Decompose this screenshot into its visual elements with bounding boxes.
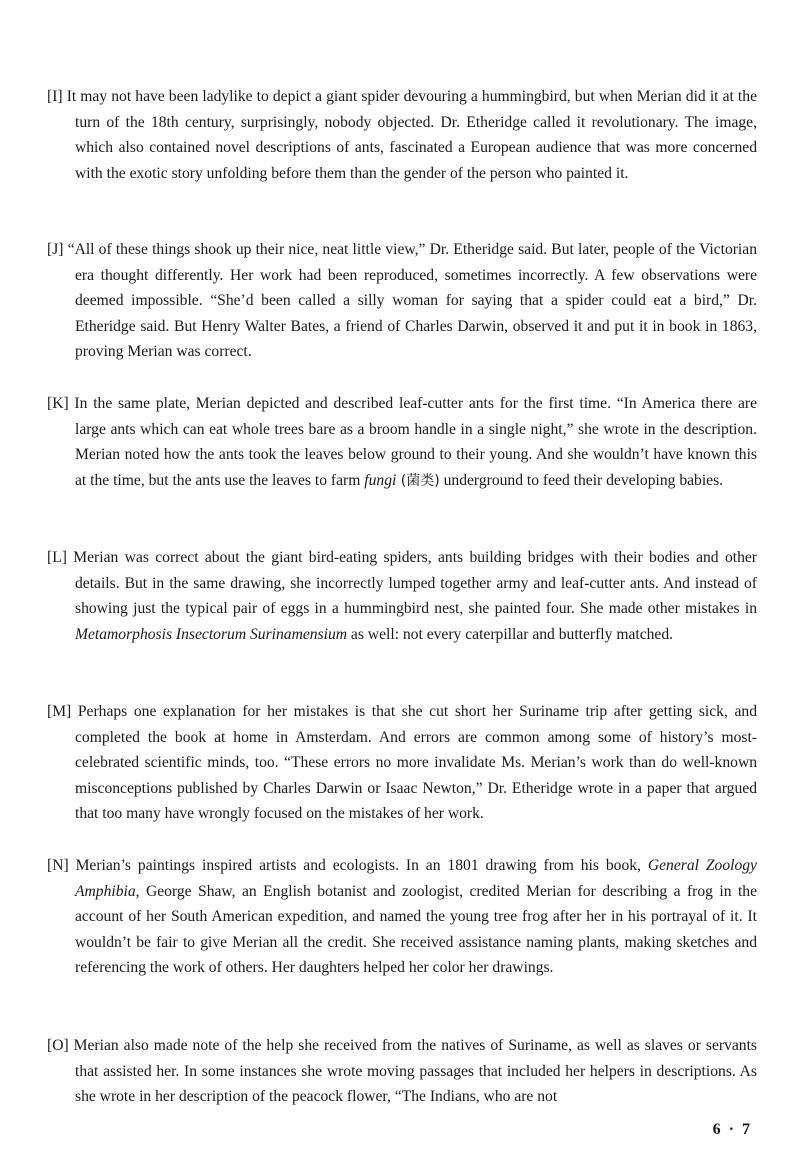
- chinese-gloss: (菌类): [396, 472, 440, 489]
- paragraph-label: [L]: [47, 549, 67, 566]
- paragraph-text: Merian also made note of the help she received from the natives of Suriname, as well as slaves or servants that assisted her. In some instances she wrote moving passages that included her helpers in descriptions. As she wrote in her description of the peacock flower, “The Indians, who are not: [68, 1037, 757, 1106]
- paragraph-j: [47, 237, 757, 365]
- paragraph-label: [N]: [47, 857, 69, 874]
- paragraph-text: “All of these things shook up their nice, neat little view,” Dr. Etheridge said. But later, people of the Victorian era thought differently. Her work had been reproduced, sometimes incorrectly. A few observations were deemed impossible. “She’d been called a silly woman for saying that a spider could eat a bird,” Dr. Etheridge said. But Henry Walter Bates, a friend of Charles Darwin, observed it and put it in book in 1863, proving Merian was correct.: [63, 241, 757, 361]
- page-number: 6 · 7: [712, 1121, 752, 1138]
- paragraph-text-continued: , George Shaw, an English botanist and zoologist, credited Merian for describing a frog in the account of her South American expedition, and named the young tree frog after her in his portrayal of it. It wouldn’t be fair to give Merian all the credit. She received assistance naming plants, making sketches and referencing the work of others. Her daughters helped her color her drawings.: [75, 882, 757, 977]
- paragraph-o: [47, 1033, 757, 1110]
- paragraph-label: [M]: [47, 703, 72, 720]
- paragraph-text: Perhaps one explanation for her mistakes is that she cut short her Suriname trip after getting sick, and completed the book at home in Amsterdam. And errors are common among some of history’s most-celebrated scientific minds, too. “These errors no more invalidate Ms. Merian’s work than do well-known misconceptions published by Charles Darwin or Isaac Newton,” Dr. Etheridge wrote in a paper that argued that too many have wrongly focused on the mistakes of her work.: [71, 703, 757, 823]
- italic-term-fungi: fungi: [364, 471, 397, 489]
- paragraph-text: It may not have been ladylike to depict a giant spider devouring a hummingbird, but when Merian did it at the turn of the 18th century, surprisingly, nobody objected. Dr. Etheridge called it revolutionary. The image, which also contained novel descriptions of ants, fascinated a European audience that was more concerned with the exotic story unfolding before them than the gender of the person who painted it.: [62, 88, 757, 182]
- paragraph-label: [I]: [47, 88, 63, 105]
- paragraph-text: Merian was correct about the giant bird-eating spiders, ants building bridges with their bodies and other details. But in the same drawing, she incorrectly lumped together army and leaf-cutter ants. And instead of showing just the typical pair of eggs in a hummingbird nest, she painted four. She made other mistakes in: [66, 549, 757, 618]
- paragraph-n: [47, 853, 757, 981]
- paragraph-text: In the same plate, Merian depicted and described leaf-cutter ants for the first time. “In America there are large ants which can eat whole trees bare as a broom handle in a single night,” she wrote in the description. Merian noted how the ants took the leaves below ground to their young. And she wouldn’t have known this at the time, but the ants use the leaves to farm: [68, 395, 757, 489]
- paragraph-text: Merian’s paintings inspired artists and ecologists. In an 1801 drawing from his book,: [68, 857, 648, 874]
- paragraph-text-continued: underground to feed their developing babies.: [439, 471, 724, 489]
- paragraph-i: [47, 84, 757, 186]
- paragraph-m: [47, 699, 757, 827]
- italic-book-title: General Zoology Amphibia: [75, 857, 757, 900]
- paragraph-text-continued: as well: not every caterpillar and butterfly matched.: [347, 625, 674, 643]
- paragraph-label: [K]: [47, 395, 69, 412]
- paragraph-k: [47, 391, 757, 494]
- paragraph-l: [47, 545, 757, 647]
- paragraph-label: [J]: [47, 241, 64, 258]
- paragraph-label: [O]: [47, 1037, 69, 1054]
- italic-book-title: Metamorphosis Insectorum Surinamensium: [75, 625, 348, 643]
